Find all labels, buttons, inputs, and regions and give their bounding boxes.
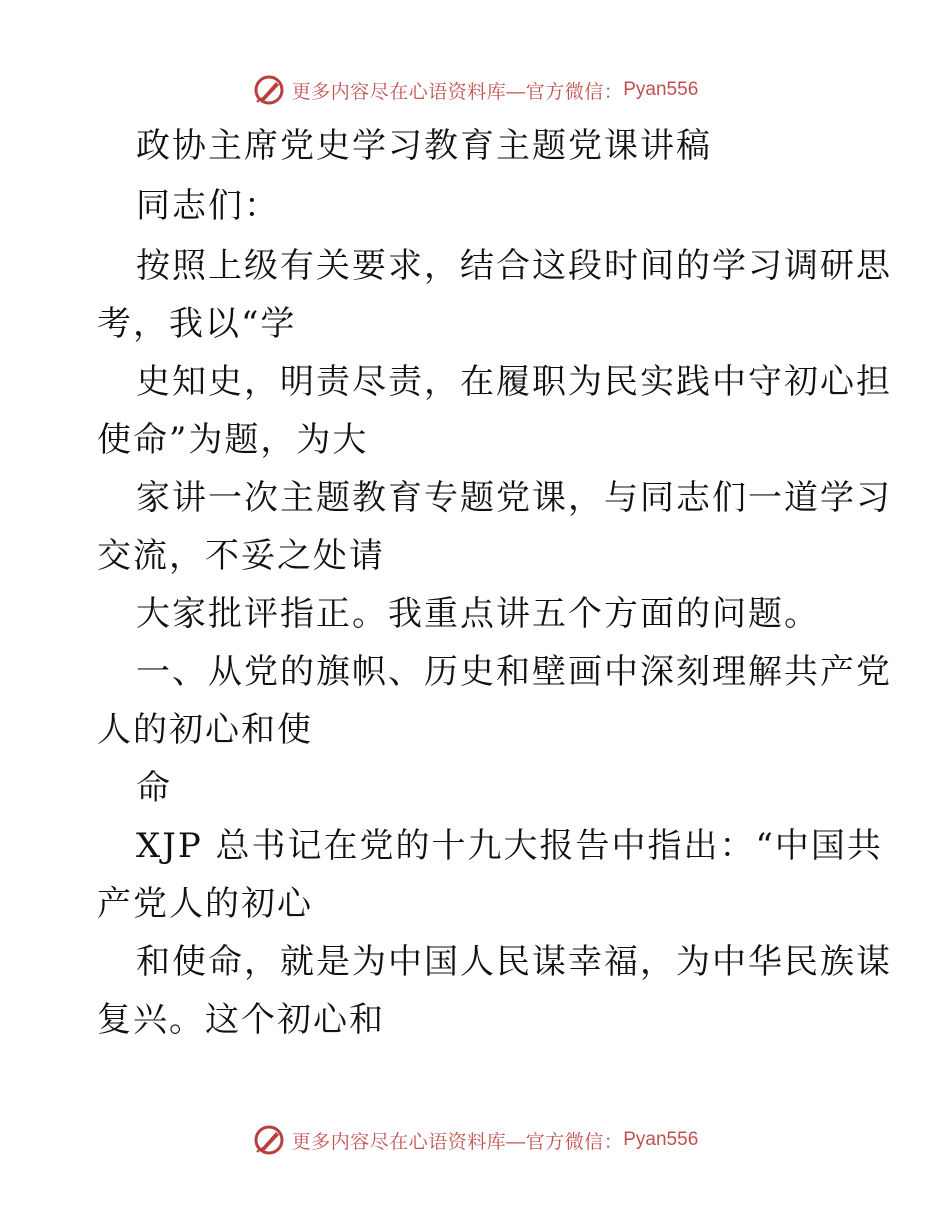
paragraph-line: 产党人的初心 [97, 884, 313, 924]
footer-banner [0, 1120, 950, 1160]
paragraph-line: 使命”为题，为大 [97, 420, 369, 460]
quill-seal-icon [252, 73, 286, 107]
paragraph-line: 史知史，明责尽责，在履职为民实践中守初心担 [136, 362, 892, 402]
banner-wechat-id: Pyan556 [623, 1129, 699, 1150]
paragraph-line: 按照上级有关要求，结合这段时间的学习调研思 [136, 246, 892, 286]
header-banner [0, 70, 950, 110]
paragraph-line: 交流，不妥之处请 [97, 536, 385, 576]
paragraph-line: 和使命，就是为中国人民谋幸福，为中华民族谋 [136, 942, 892, 982]
banner-wechat-id: Pyan556 [623, 79, 699, 100]
banner-text: 更多内容尽在心语资料库—官方微信： [291, 1131, 624, 1153]
paragraph-line: 复兴。这个初心和 [97, 1000, 385, 1040]
section-heading: 命 [136, 768, 172, 808]
quill-seal-icon [252, 1123, 286, 1157]
banner-text: 更多内容尽在心语资料库—官方微信： [291, 81, 624, 103]
document-title: 政协主席党史学习教育主题党课讲稿 [136, 126, 712, 166]
paragraph-line: 考，我以“学 [97, 304, 297, 344]
paragraph-line: XJP 总书记在党的十九大报告中指出：“中国共 [136, 826, 883, 866]
paragraph-line: 大家批评指正。我重点讲五个方面的问题。 [136, 594, 820, 634]
section-heading: 人的初心和使 [97, 710, 313, 750]
salutation: 同志们： [136, 186, 280, 226]
section-heading: 一、从党的旗帜、历史和壁画中深刻理解共产党 [136, 652, 892, 692]
paragraph-line: 家讲一次主题教育专题党课，与同志们一道学习 [136, 478, 892, 518]
